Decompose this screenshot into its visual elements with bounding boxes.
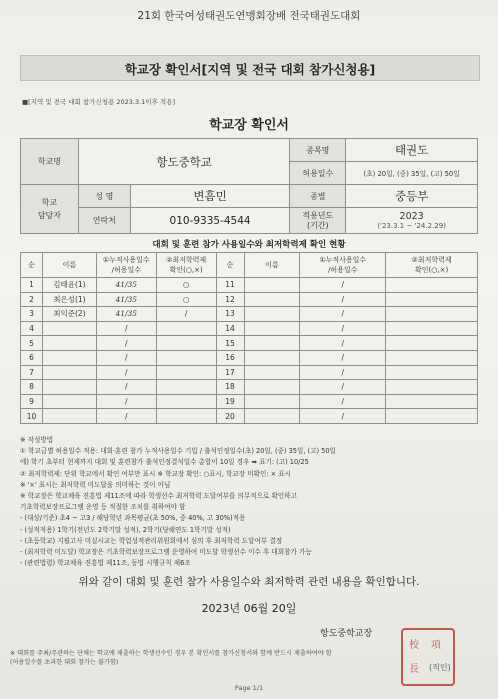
cell-name — [42, 394, 96, 409]
cell-days: / — [300, 380, 386, 395]
cell-name — [42, 350, 96, 365]
cell-no: 8 — [21, 380, 43, 395]
cell-no: 6 — [21, 350, 43, 365]
note-line: - (초등학교) 지필고사 미실시교는 학업성적관리위원회에서 심의 후 최저학력 도달여부 결정 — [20, 536, 283, 545]
cell-days: / — [300, 278, 386, 293]
contact-label: 학교 담당자 — [21, 185, 79, 234]
table-row — [21, 365, 478, 380]
cell-name: 최익준(2) — [42, 307, 96, 322]
note-line: ① 학교급별 허용일수 적용: 대회·훈련 참가 누적사용일수 기입 / 출석인정일수(초) 20일, (중) 35일, (고) 50일 — [20, 447, 336, 456]
allowed-days-value: (초) 20일, (중) 35일, (고) 50일 — [346, 162, 478, 185]
cell-days: / — [96, 394, 156, 409]
cell-name: 김태윤(1) — [42, 278, 96, 293]
cell-no: 1 — [21, 278, 43, 293]
cell-check — [386, 409, 478, 424]
cell-check — [156, 409, 216, 424]
subtitle: 학교장 확인서 — [209, 118, 289, 133]
cell-name: 최은성(1) — [42, 292, 96, 307]
note-line: ② 최저학력제: 단위 학교에서 확인 여부만 표시 ※ 학교장 확인: ○표시, 학교장 미확인: × 표시 — [20, 469, 292, 478]
cell-days: 41/35 — [96, 278, 156, 293]
cell-no: 9 — [21, 394, 43, 409]
footnote-line: (허용일수를 초과한 대회 참가는 불가함) — [10, 659, 119, 666]
table-row — [21, 336, 478, 351]
cell-days: / — [300, 336, 386, 351]
cell-no: 4 — [21, 321, 43, 336]
cell-no: 17 — [216, 365, 244, 380]
year-value: 2023 — [399, 211, 424, 222]
cell-check — [386, 394, 478, 409]
cell-check — [386, 278, 478, 293]
cell-days: / — [96, 336, 156, 351]
table-row — [21, 394, 478, 409]
cell-check — [386, 307, 478, 322]
year-label: 적용년도 (기간) — [290, 208, 346, 234]
cell-days: 41/35 — [96, 292, 156, 307]
cell-no: 2 — [21, 292, 43, 307]
cell-check — [386, 350, 478, 365]
table-row — [21, 307, 478, 322]
confirm-statement: 위와 같이 대회 및 훈련 참가 사용일수와 최저학력 관련 내용을 확인합니다. — [78, 576, 420, 588]
table-row — [21, 409, 478, 424]
cell-name — [244, 394, 300, 409]
note-line: ※ 작성방법 — [20, 436, 54, 444]
name-label: 성 명 — [78, 185, 130, 208]
cell-check — [156, 365, 216, 380]
doc-title-box — [20, 55, 480, 81]
cell-name — [244, 409, 300, 424]
participation-rows — [21, 253, 478, 424]
note-line: - (성적적용) 1학기(전년도 2학기말 성적), 2학기(당해연도 1학기말 성적) — [20, 525, 231, 534]
table-row — [21, 278, 478, 293]
table-row — [21, 350, 478, 365]
period-value: ('23.3.1 ~ '24.2.29) — [377, 222, 446, 230]
header-name: 이름 — [244, 253, 300, 278]
applicable-note: ■[지역 및 전국 대회 참가신청용 2023.3.1이후 적용] — [22, 98, 176, 106]
cell-name — [42, 365, 96, 380]
principal-name: 항도중학교장 — [320, 629, 373, 639]
cell-check — [156, 321, 216, 336]
cell-name — [244, 380, 300, 395]
cell-check: ○ — [156, 278, 216, 293]
cell-no: 20 — [216, 409, 244, 424]
header-no: 순 — [21, 253, 43, 278]
cell-name — [244, 350, 300, 365]
header-days: ①누적사용일수 /허용일수 — [300, 253, 386, 278]
header-name: 이름 — [42, 253, 96, 278]
note-line: - (최저학력 미도달) 학교장은 기초학력보장프로그램 운영하여 미도달 학생선수 이수 후 대회참가 가능 — [20, 548, 312, 556]
cell-days: / — [300, 307, 386, 322]
cell-name — [42, 336, 96, 351]
cell-name — [42, 380, 96, 395]
cell-days: / — [96, 350, 156, 365]
cell-check — [156, 350, 216, 365]
cell-no: 13 — [216, 307, 244, 322]
issue-date: 2023년 06월 20일 — [201, 602, 297, 615]
cell-name — [244, 278, 300, 293]
cell-days: / — [300, 394, 386, 409]
cell-no: 18 — [216, 380, 244, 395]
school-name: 항도중학교 — [78, 139, 290, 185]
header-days: ①누적사용일수 /허용일수 — [96, 253, 156, 278]
principal-sign: (직인) — [429, 663, 451, 672]
table-row — [21, 321, 478, 336]
cell-days: 41/35 — [96, 307, 156, 322]
note-line: - (대상/기준) 초4 ~ 고3 / 해당학년 과목평균(초 50%, 중 40%, 고 30%)적용 — [20, 514, 246, 523]
cell-no: 12 — [216, 292, 244, 307]
sport-label: 종목명 — [290, 139, 346, 162]
cell-name — [42, 409, 96, 424]
table-row — [21, 292, 478, 307]
cell-name — [244, 307, 300, 322]
cell-no: 11 — [216, 278, 244, 293]
cell-no: 3 — [21, 307, 43, 322]
note-line: 기초학력보장프로그램 운영 등 적절한 조치를 취하여야 함 — [20, 503, 186, 512]
cell-days: / — [96, 380, 156, 395]
cell-no: 5 — [21, 336, 43, 351]
cell-name — [244, 365, 300, 380]
cell-no: 7 — [21, 365, 43, 380]
cell-name — [244, 336, 300, 351]
doc-title: 학교장 확인서[지역 및 전국 대회 참가신청용] — [124, 62, 376, 77]
event-title: 21회 한국여성태권도연맹회장배 전국태권도대회 — [137, 10, 361, 22]
cell-no: 14 — [216, 321, 244, 336]
allowed-days-label: 허용일수 — [290, 162, 346, 185]
cell-days: / — [300, 321, 386, 336]
cell-check: ○ — [156, 292, 216, 307]
header-check: ②최저학력제 확인(○,×) — [386, 253, 478, 278]
header-check: ②최저학력제 확인(○,×) — [156, 253, 216, 278]
cell-days: / — [300, 365, 386, 380]
cell-no: 16 — [216, 350, 244, 365]
cell-check — [156, 336, 216, 351]
cell-days: / — [300, 292, 386, 307]
cell-no: 10 — [21, 409, 43, 424]
section-title: 대회 및 훈련 참가 사용일수와 최저학력제 확인 현황 — [152, 240, 346, 250]
note-line: ※ 학교장은 학교체육 진흥법 제11조에 따라 학생선수 최저학력 도달여부를 의무적으로 확인하고 — [20, 492, 297, 500]
category-label: 종별 — [290, 185, 346, 208]
phone-label: 연락처 — [78, 208, 130, 234]
category-value: 중등부 — [346, 185, 478, 208]
official-seal: 校 項 長 (직인) — [401, 628, 455, 686]
cell-check — [386, 336, 478, 351]
note-line: - (관련법령) 학교체육 진흥법 제11조, 동법 시행규칙 제6조 — [20, 559, 191, 568]
participation-table — [20, 252, 478, 424]
school-label: 학교명 — [21, 139, 79, 185]
table-row — [21, 380, 478, 395]
cell-name — [244, 321, 300, 336]
cell-check — [156, 394, 216, 409]
cell-no: 19 — [216, 394, 244, 409]
cell-check — [156, 380, 216, 395]
cell-check — [386, 321, 478, 336]
note-line: ※ '×' 표시는 최저학력 미도달을 의미하는 것이 아님 — [20, 480, 171, 489]
cell-check — [386, 380, 478, 395]
note-line: 에) 학기 초부터 현재까지 대회 및 훈련참가 출석인정결석일수 총합이 10일 경우 ➡ 표기: (고) 10/25 — [20, 458, 309, 467]
cell-no: 15 — [216, 336, 244, 351]
contact-phone: 010-9335-4544 — [130, 208, 290, 234]
cell-name — [244, 292, 300, 307]
page-number: Page 1/1 — [234, 684, 264, 692]
cell-check: / — [156, 307, 216, 322]
footnote-line: ※ 대회를 주최/주관하는 단체는 학교에 제출하는 학생선수인 경우 본 확인서를 참가신청서와 함께 반드시 제출하여야 함 — [10, 650, 332, 657]
cell-days: / — [96, 409, 156, 424]
cell-days: / — [300, 350, 386, 365]
cell-check — [386, 292, 478, 307]
school-info-table — [20, 138, 478, 234]
cell-check — [386, 365, 478, 380]
cell-days: / — [300, 409, 386, 424]
cell-name — [42, 321, 96, 336]
contact-name: 변흠민 — [130, 185, 290, 208]
sport-value: 태권도 — [346, 139, 478, 162]
cell-days: / — [96, 321, 156, 336]
cell-days: / — [96, 365, 156, 380]
header-no: 순 — [216, 253, 244, 278]
year-cell — [346, 208, 478, 234]
